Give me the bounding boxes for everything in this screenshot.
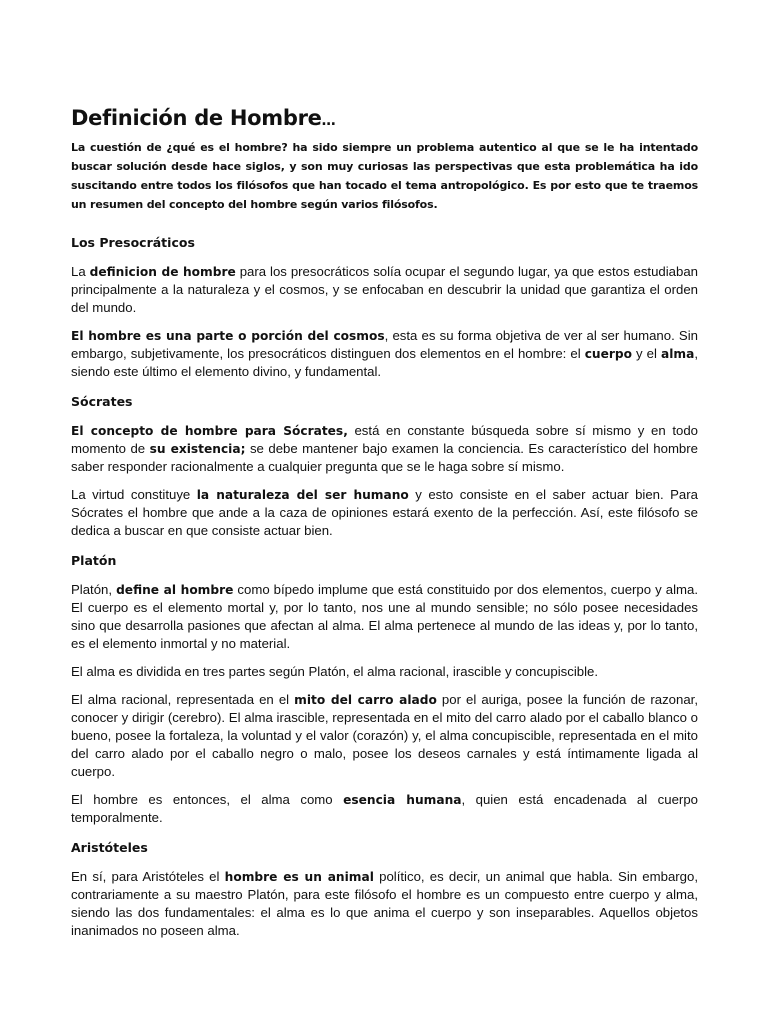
- bold-phrase: cuerpo: [584, 347, 632, 361]
- bold-phrase: la naturaleza del ser humano: [196, 488, 409, 502]
- section-heading: Platón: [71, 553, 117, 568]
- bold-phrase: El concepto de hombre para Sócrates,: [71, 424, 348, 438]
- text-run: El alma racional, representada en el: [71, 692, 295, 707]
- document-title: [71, 104, 698, 135]
- text-run: , esta es su forma objetiva de ver al ser humano. Sin embargo, subjetivamente, los presocráticos distinguen dos elementos en el hombre: el: [71, 328, 698, 361]
- text-run: político, es decir, un animal que habla. Sin embargo, contrariamente a su maestro Platón, para este filósofo el hombre es un compuesto entre cuerpo y alma, siendo las dos fundamentales: el alma es lo que anima el cuerpo y son inseparables. Aquellos objetos inanimados no poseen alma.: [71, 869, 699, 938]
- text-run: y esto consiste en el saber actuar bien. Para Sócrates el hombre que ande a la caza de opiniones estará exento de la perfección. Así, este filósofo se dedica a buscar en que consiste actuar bien.: [71, 487, 698, 538]
- body-paragraph: [71, 691, 698, 781]
- section-heading: Los Presocráticos: [71, 235, 195, 250]
- bold-phrase: mito del carro alado: [294, 693, 437, 707]
- text-run: , siendo este último el elemento divino, y fundamental.: [71, 346, 698, 379]
- section-heading: Aristóteles: [71, 840, 148, 855]
- intro-paragraph: La cuestión de ¿qué es el hombre? ha sido siempre un problema autentico al que se le ha intentado buscar solución desde hace siglos, y son muy curiosas las perspectivas que esta problemática ha ido suscitando entre todos los filósofos que han tocado el tema antropológico. Es por esto que te traemos un resumen del concepto del hombre según varios filósofos.: [71, 141, 698, 211]
- body-paragraph: [71, 791, 698, 827]
- text-run: se debe mantener bajo examen la conciencia. Es característico del hombre saber responder racionalmente a cualquier pregunta que se le haga sobre sí mismo.: [71, 441, 698, 474]
- section-heading: Sócrates: [71, 394, 133, 409]
- title-ellipsis: …: [321, 113, 336, 129]
- text-run: , quien está encadenada al cuerpo temporalmente.: [71, 792, 698, 825]
- bold-phrase: su existencia;: [149, 442, 246, 456]
- body-paragraph: [71, 422, 698, 476]
- body-paragraph: [71, 663, 698, 681]
- bold-phrase: hombre es un animal: [224, 870, 374, 884]
- text-run: La virtud constituye: [71, 487, 197, 502]
- bold-phrase: alma: [661, 347, 695, 361]
- body-paragraph: [71, 581, 698, 653]
- text-run: está en constante búsqueda sobre sí mismo y en todo momento de: [71, 423, 698, 456]
- text-run: como bípedo implume que está constituido por dos elementos, cuerpo y alma. El cuerpo es el elemento mortal y, por lo tanto, nos une al mundo sensible; no sólo posee necesidades sino que desarrolla pasiones que afectan al alma. El alma pertenece al mundo de las ideas y, por lo tanto, es el elemento inmortal y no material.: [71, 582, 698, 651]
- text-run: En sí, para Aristóteles el: [71, 869, 225, 884]
- bold-phrase: esencia humana: [343, 793, 462, 807]
- bold-phrase: definicion de hombre: [89, 265, 236, 279]
- body-paragraph: [71, 868, 698, 940]
- document-body: [71, 104, 698, 940]
- title-text: Definición de Hombre: [71, 106, 322, 130]
- body-paragraph: [71, 327, 698, 381]
- text-run: El alma es dividida en tres partes según Platón, el alma racional, irascible y concupiscible.: [71, 664, 599, 679]
- text-run: Platón,: [71, 582, 117, 597]
- text-run: y el: [631, 346, 661, 361]
- body-paragraph: [71, 263, 698, 317]
- text-run: por el auriga, posee la función de razonar, conocer y dirigir (cerebro). El alma irascible, representada en el mito del carro alado por el caballo blanco o bueno, posee la fortaleza, la voluntad y el valor (corazón) y, el alma concupiscible, representada en el mito del carro alado por el caballo negro o malo, posee los deseos carnales y está íntimamente ligada al cuerpo.: [71, 692, 698, 779]
- text-run: El hombre es entonces, el alma como: [71, 792, 344, 807]
- body-paragraph: [71, 486, 698, 540]
- bold-phrase: El hombre es una parte o porción del cosmos: [71, 329, 385, 343]
- text-run: La: [71, 264, 90, 279]
- bold-phrase: define al hombre: [116, 583, 234, 597]
- text-run: para los presocráticos solía ocupar el segundo lugar, ya que estos estudiaban principalmente a la naturaleza y el cosmos, y se enfocaban en descubrir la unidad que garantiza el orden del mundo.: [71, 264, 699, 315]
